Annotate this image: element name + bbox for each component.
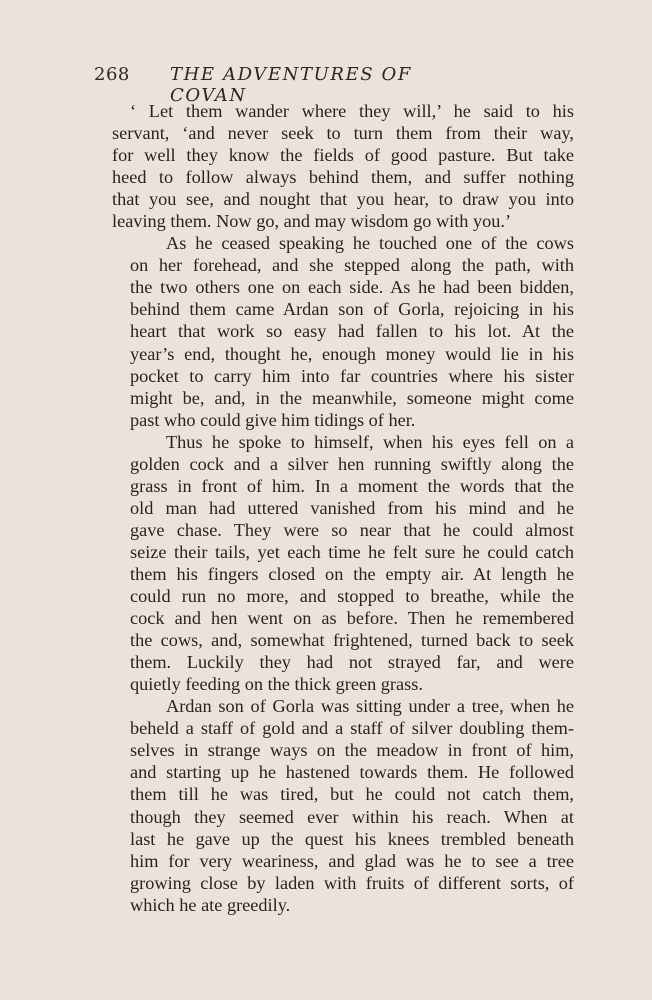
text-line: for well they know the fields of good pasture. But take	[112, 145, 574, 166]
text-line: pocket to carry him into far countries where his sister	[130, 365, 574, 386]
text-line: them. Luckily they had not strayed far, and were	[130, 652, 574, 673]
running-title: THE ADVENTURES OF COVAN	[170, 64, 412, 106]
text-line: gave chase. They were so near that he could almost	[130, 519, 574, 540]
text-line: selves in strange ways on the meadow in front of him,	[130, 740, 574, 761]
text-line: heed to follow always behind them, and suffer nothing	[112, 167, 574, 188]
text-line: behind them came Ardan son of Gorla, rejoicing in his	[130, 299, 574, 320]
body-text	[94, 100, 574, 916]
text-line: seize their tails, yet each time he felt sure he could catch	[130, 541, 574, 562]
page-header	[94, 64, 494, 106]
text-line: grass in front of him. In a moment the words that the	[130, 475, 574, 496]
text-line: cock and hen went on as before. Then he remembered	[130, 608, 574, 629]
text-line: and starting up he hastened towards them. He followed	[130, 762, 574, 783]
text-line: last he gave up the quest his knees trembled beneath	[130, 828, 574, 849]
text-line: them till he was tired, but he could not catch them,	[130, 784, 574, 805]
text-line: the two others one on each side. As he had been bidden,	[130, 277, 574, 298]
text-line: quietly feeding on the thick green grass.	[130, 674, 423, 695]
page-number: 268	[94, 64, 130, 85]
text-line: them his fingers closed on the empty air. At length he	[130, 563, 574, 584]
paragraph	[94, 232, 574, 430]
text-line: past who could give him tidings of her.	[130, 409, 416, 430]
text-line: could run no more, and stopped to breathe, while the	[130, 586, 574, 607]
text-line: old man had uttered vanished from his mind and he	[130, 497, 574, 518]
paragraph	[94, 695, 574, 915]
text-line: leaving them. Now go, and may wisdom go with you.’	[112, 211, 512, 232]
text-line: growing close by laden with fruits of different sorts, of	[130, 872, 574, 893]
text-line: the cows, and, somewhat frightened, turned back to seek	[130, 630, 574, 651]
text-line: which he ate greedily.	[130, 894, 291, 915]
text-line: on her forehead, and she stepped along the path, with	[130, 255, 574, 276]
paragraph	[94, 431, 574, 696]
text-line: him for very weariness, and glad was he to see a tree	[130, 850, 574, 871]
text-line: beheld a staff of gold and a staff of silver doubling them-	[130, 718, 574, 739]
text-line: Ardan son of Gorla was sitting under a tree, when he	[166, 696, 574, 717]
text-line: golden cock and a silver hen running swiftly along the	[130, 453, 574, 474]
paragraph	[94, 100, 574, 232]
text-line: heart that work so easy had fallen to his lot. At the	[130, 321, 574, 342]
text-line: servant, ‘and never seek to turn them from their way,	[112, 123, 574, 144]
text-line: though they seemed ever within his reach. When at	[130, 806, 574, 827]
text-line: that you see, and nought that you hear, to draw you into	[112, 189, 574, 210]
text-line: year’s end, thought he, enough money would lie in his	[130, 343, 574, 364]
text-line: As he ceased speaking he touched one of the cows	[166, 233, 574, 254]
text-line: might be, and, in the meanwhile, someone might come	[130, 387, 574, 408]
text-line: Thus he spoke to himself, when his eyes fell on a	[166, 431, 574, 452]
text-line: ‘ Let them wander where they will,’ he said to his	[130, 101, 574, 121]
